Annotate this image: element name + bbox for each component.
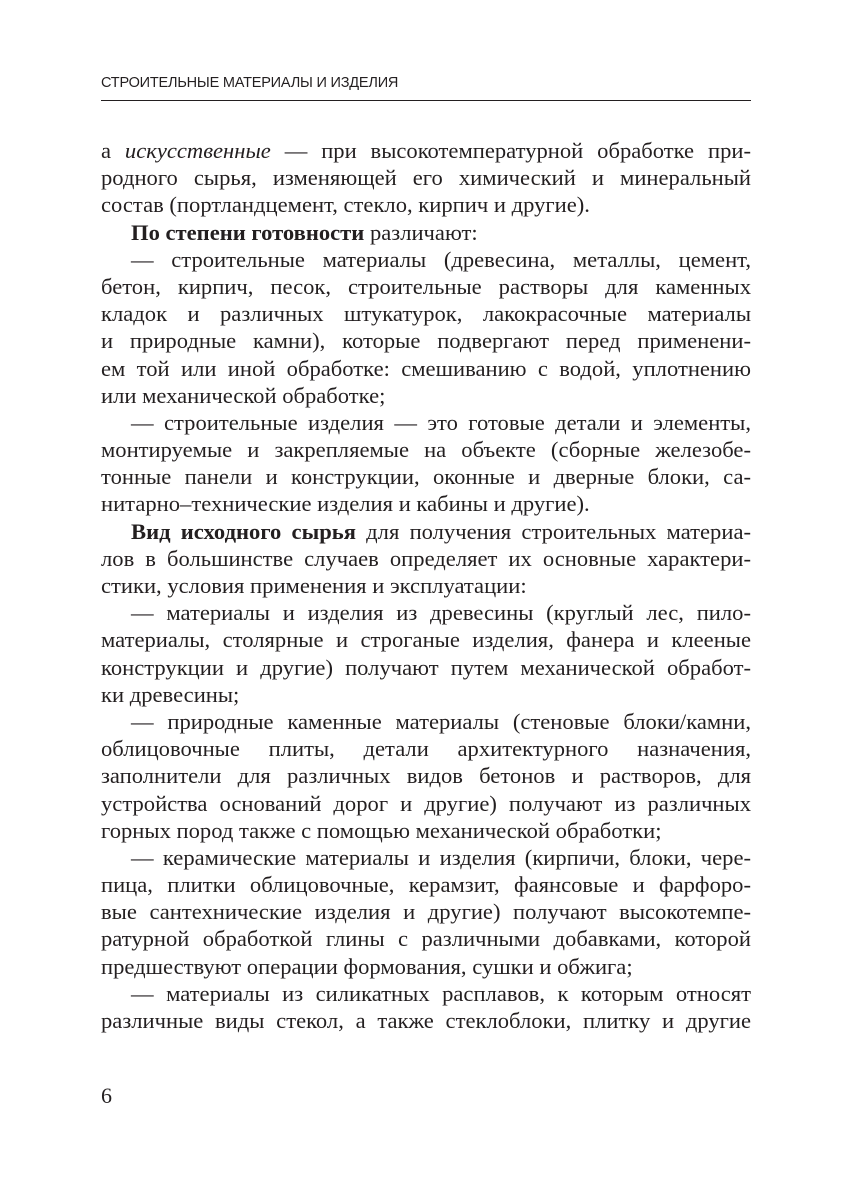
text-line: стики, условия применения и эксплуатации: [101,573,527,598]
text-line: предшествуют операции формования, сушки и обжига; [101,953,633,979]
text-line: ем той или иной обработке: смешиванию с водой, уплотнению [101,355,751,381]
text-line: ратурной обработкой глины с различными добавками, которой [101,926,751,952]
running-head: СТРОИТЕЛЬНЫЕ МАТЕРИАЛЫ И ИЗДЕЛИЯ [101,75,399,91]
text-line: и природные камни), которые подвергают перед применени- [101,328,751,354]
emphasis: искусственные [124,138,271,163]
text-line: Вид исходного сырья для получения строительных материа- [131,518,751,544]
text-line: заполнители для различных видов бетонов и растворов, для [101,763,751,789]
text-line: различные виды стекол, а также стеклоблоки, плитку и другие [101,1008,751,1033]
text-line: — материалы и изделия из древесины (круглый лес, пило- [131,600,751,626]
bold-term: По степени готовности [131,219,365,245]
text-line: а искусственные — при высокотемпературной обработке при- [101,138,751,163]
body-text [101,137,751,1034]
text-line: родного сырья, изменяющей его химический и минеральный [101,165,751,191]
text-line: пица, плитки облицовочные, керамзит, фаянсовые и фарфоро- [101,872,751,898]
text-line: кладок и различных штукатурок, лакокрасочные материалы [101,301,751,327]
text-line: бетон, кирпич, песок, строительные растворы для каменных [101,273,751,299]
text-line: ки древесины; [101,681,240,707]
text-line: монтируемые и закрепляемые на объекте (сборные железобе- [101,437,751,463]
text-line: — материалы из силикатных расплавов, к которым относят [131,980,751,1006]
text-line: устройства оснований дорог и другие) получают из различных [101,790,751,816]
text-line: тонные панели и конструкции, оконные и дверные блоки, са- [101,464,751,490]
text-line: — керамические материалы и изделия (кирпичи, блоки, чере- [131,844,751,870]
text-line: вые сантехнические изделия и другие) получают высокотемпе- [101,899,751,925]
page-number: 6 [101,1083,112,1108]
bold-term: Вид исходного сырья [131,518,356,544]
text-line: лов в большинстве случаев определяет их основные характери- [101,545,751,571]
text-line: По степени готовности различают: [131,219,478,245]
text-line: состав (портландцемент, стекло, кирпич и другие). [101,192,590,218]
text-line: материалы, столярные и строганые изделия, фанера и клееные [101,627,751,653]
text-line: — строительные материалы (древесина, металлы, цемент, [131,246,751,272]
text-line: облицовочные плиты, детали архитектурного назначения, [101,736,751,762]
text-line: нитарно–технические изделия и кабины и другие). [101,491,590,517]
text-line: — природные каменные материалы (стеновые блоки/камни, [131,708,751,734]
text-line: горных пород также с помощью механической обработки; [101,817,662,843]
text-line: конструкции и другие) получают путем механической обработ- [101,654,751,680]
text-line: — строительные изделия — это готовые детали и элементы, [131,409,751,435]
header-rule [101,100,751,101]
text-line: или механической обработке; [101,382,386,408]
